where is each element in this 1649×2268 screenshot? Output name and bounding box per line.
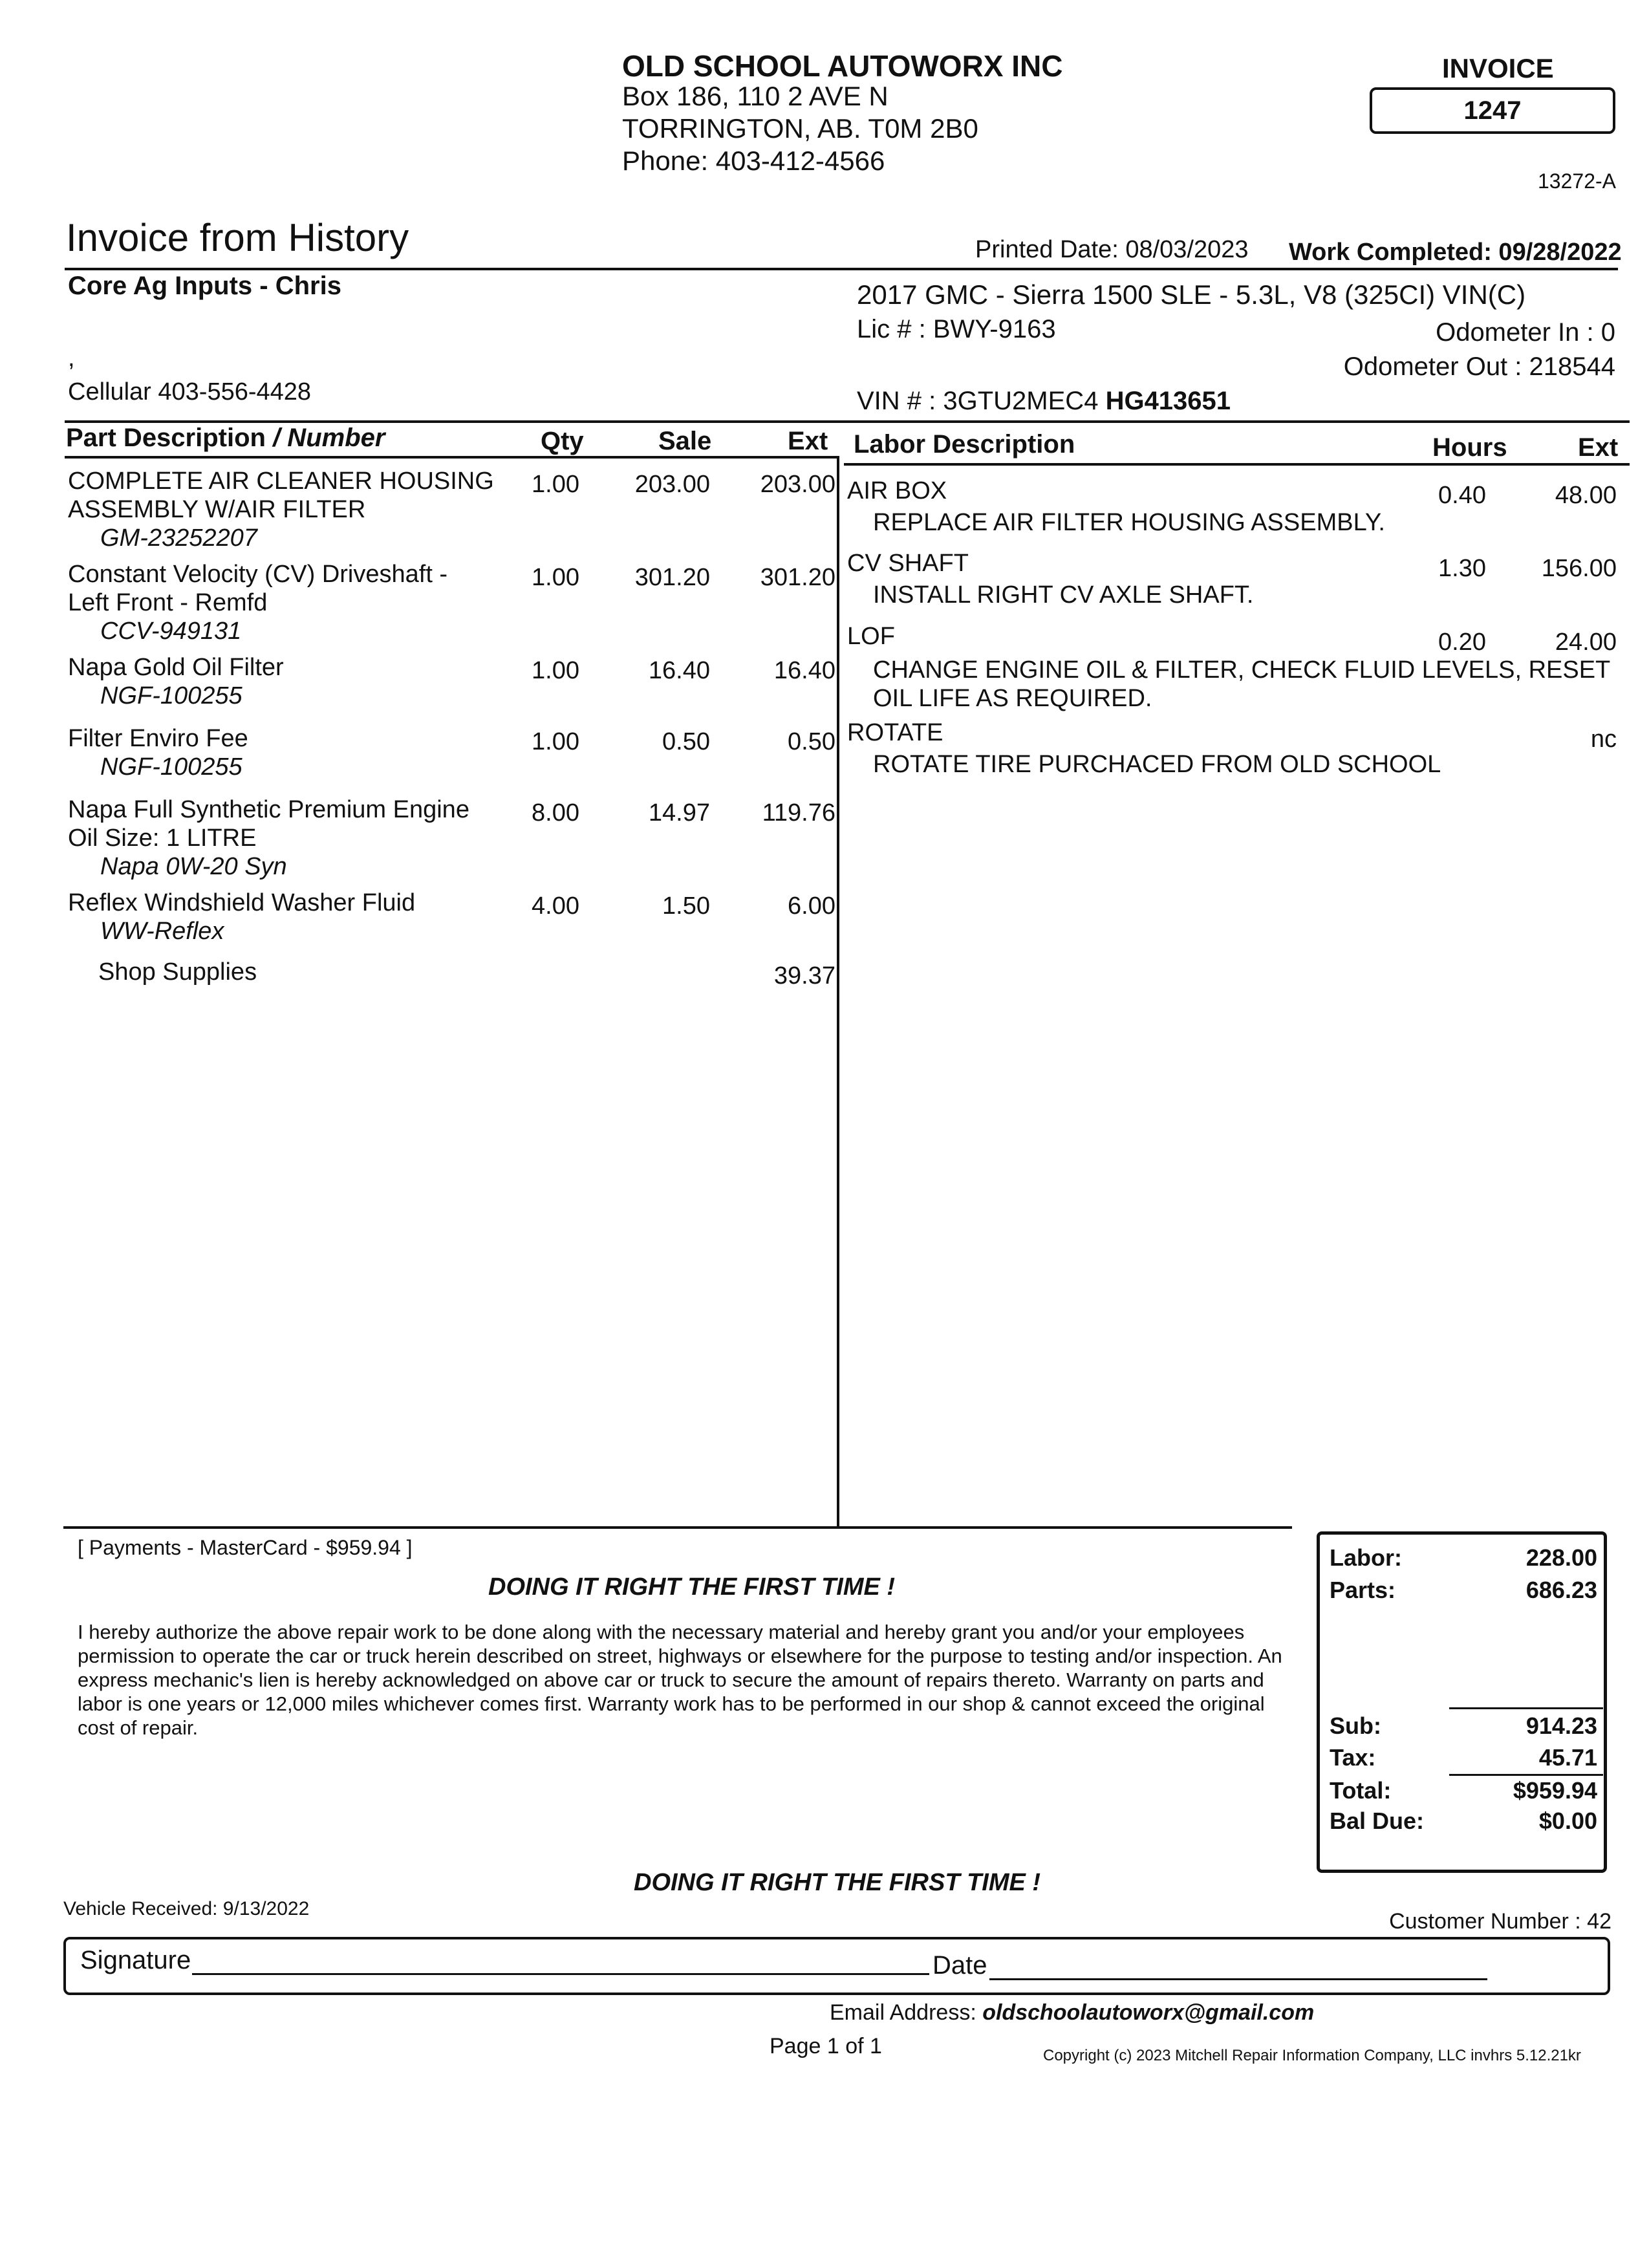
part-row	[68, 795, 508, 881]
tax-label: Tax:	[1330, 1744, 1376, 1771]
vehicle-description: 2017 GMC - Sierra 1500 SLE - 5.3L, V8 (325CI) VIN(C)	[857, 279, 1526, 310]
part-sale: 0.50	[662, 728, 710, 755]
sub-total: 914.23	[1525, 1712, 1597, 1739]
parts-header-sale: Sale	[658, 427, 712, 455]
labor-header-ext: Ext	[1578, 433, 1619, 462]
sub-total-label: Sub:	[1330, 1712, 1381, 1739]
grand-total-label: Total:	[1330, 1777, 1392, 1804]
part-ext: 119.76	[762, 799, 835, 826]
odometer-in: Odometer In : 0	[1436, 318, 1615, 347]
vehicle-vin	[857, 387, 1231, 416]
part-qty: 1.00	[532, 657, 579, 684]
sub-rule	[1449, 1707, 1603, 1709]
labor-header-rule	[844, 463, 1630, 466]
parts-header-number-label: / Number	[273, 424, 385, 452]
labor-hours: 0.20	[1438, 629, 1486, 656]
part-qty: 8.00	[532, 799, 579, 826]
tax-total: 45.71	[1538, 1744, 1597, 1771]
part-desc: Napa Gold Oil Filter	[68, 654, 284, 681]
labor-ext: 48.00	[1555, 482, 1617, 509]
payments-note: [ Payments - MasterCard - $959.94 ]	[78, 1536, 413, 1559]
labor-header-desc: Labor Description	[854, 430, 1075, 459]
parts-header-desc	[66, 424, 385, 453]
company-name: OLD SCHOOL AUTOWORX INC	[622, 49, 1063, 83]
vehicle-license: Lic # : BWY-9163	[857, 315, 1056, 343]
part-ext: 6.00	[788, 892, 835, 920]
part-ext: 301.20	[760, 564, 835, 591]
part-ext: 16.40	[773, 657, 835, 684]
part-desc: Filter Enviro Fee	[68, 725, 248, 752]
shop-supplies-ext: 39.37	[773, 962, 835, 989]
vehicle-received: Vehicle Received: 9/13/2022	[63, 1898, 310, 1919]
part-row	[68, 653, 508, 710]
part-qty: 1.00	[532, 471, 579, 498]
parts-header-ext: Ext	[788, 427, 828, 455]
customer-comma: ,	[68, 345, 75, 372]
total-rule	[1449, 1774, 1603, 1776]
labor-total-label: Labor:	[1330, 1544, 1402, 1571]
odometer-out: Odometer Out : 218544	[1343, 352, 1615, 381]
labor-title: LOF	[847, 623, 895, 650]
copyright: Copyright (c) 2023 Mitchell Repair Information Company, LLC invhrs 5.12.21kr	[1043, 2047, 1581, 2064]
customer-name: Core Ag Inputs - Chris	[68, 272, 341, 300]
company-address-1: Box 186, 110 2 AVE N	[622, 81, 889, 111]
part-desc: Constant Velocity (CV) Driveshaft - Left Front - Remfd	[68, 561, 448, 616]
part-number: WW-Reflex	[100, 918, 224, 945]
parts-header-qty: Qty	[541, 427, 584, 455]
invoice-number-box	[1370, 87, 1615, 134]
labor-detail: REPLACE AIR FILTER HOUSING ASSEMBLY.	[873, 509, 1385, 536]
invoice-ref: 13272-A	[1538, 169, 1616, 193]
labor-detail: INSTALL RIGHT CV AXLE SHAFT.	[873, 581, 1254, 609]
labor-detail: ROTATE TIRE PURCHACED FROM OLD SCHOOL	[873, 751, 1441, 778]
part-sale: 16.40	[648, 657, 710, 684]
page-title: Invoice from History	[66, 216, 409, 259]
parts-total: 686.23	[1525, 1577, 1597, 1603]
labor-hours: 1.30	[1438, 555, 1486, 582]
column-divider	[837, 456, 839, 1526]
part-row	[68, 560, 508, 645]
customer-cellular: Cellular 403-556-4428	[68, 378, 312, 405]
email-address	[830, 2000, 1314, 2025]
balance-due-label: Bal Due:	[1330, 1808, 1425, 1834]
parts-header-desc-label: Part Description	[66, 424, 274, 452]
slogan-bottom: DOING IT RIGHT THE FIRST TIME !	[634, 1869, 1041, 1896]
page-number: Page 1 of 1	[770, 2034, 882, 2058]
slogan-top: DOING IT RIGHT THE FIRST TIME !	[488, 1573, 896, 1601]
signature-line[interactable]	[192, 1973, 929, 1975]
part-desc: Napa Full Synthetic Premium Engine Oil Size: 1 LITRE	[68, 796, 469, 852]
part-number: Napa 0W-20 Syn	[100, 853, 287, 880]
part-qty: 4.00	[532, 892, 579, 920]
part-row	[68, 889, 508, 945]
header-top-rule	[65, 420, 1630, 423]
balance-due: $0.00	[1538, 1808, 1597, 1834]
labor-header-hours: Hours	[1432, 433, 1507, 462]
totals-box	[1317, 1531, 1607, 1873]
labor-detail: CHANGE ENGINE OIL & FILTER, CHECK FLUID LEVELS, RESET OIL LIFE AS REQUIRED.	[873, 656, 1610, 712]
company-phone: Phone: 403-412-4566	[622, 146, 885, 176]
parts-total-label: Parts:	[1330, 1577, 1396, 1603]
labor-total: 228.00	[1525, 1544, 1597, 1571]
vin-prefix: VIN # : 3GTU2MEC4	[857, 387, 1106, 415]
signature-box	[63, 1937, 1610, 1995]
part-desc: COMPLETE AIR CLEANER HOUSING ASSEMBLY W/AIR FILTER	[68, 468, 494, 523]
labor-ext: 156.00	[1541, 555, 1617, 582]
part-number: GM-23252207	[100, 524, 257, 552]
email-value[interactable]: oldschoolautoworx@gmail.com	[982, 2000, 1315, 2025]
labor-title: ROTATE	[847, 719, 943, 746]
part-number: NGF-100255	[100, 753, 242, 781]
part-sale: 1.50	[662, 892, 710, 920]
part-qty: 1.00	[532, 728, 579, 755]
part-qty: 1.00	[532, 564, 579, 591]
part-sale: 14.97	[648, 799, 710, 826]
part-number: CCV-949131	[100, 618, 242, 645]
part-ext: 203.00	[760, 471, 835, 498]
signature-label: Signature	[80, 1946, 191, 1974]
email-label: Email Address:	[830, 2000, 983, 2025]
customer-number: Customer Number : 42	[1389, 1909, 1611, 1934]
parts-header-rule	[65, 456, 837, 459]
part-row	[68, 724, 508, 781]
labor-ext: nc	[1590, 726, 1617, 753]
grand-total: $959.94	[1513, 1777, 1597, 1804]
part-number: NGF-100255	[100, 682, 242, 709]
shop-supplies-label: Shop Supplies	[98, 958, 257, 986]
labor-ext: 24.00	[1555, 629, 1617, 656]
vin-suffix: HG413651	[1105, 387, 1231, 415]
invoice-number: 1247	[1463, 96, 1522, 125]
part-ext: 0.50	[788, 728, 835, 755]
authorization-terms: I hereby authorize the above repair work to be done along with the necessary material and hereby grant you and/or your employees permission to operate the car or truck herein described on street, highways or elsewhere for the purpose to testing and/or inspection. An express mechanic's lien is hereby acknowledged on above car or truck to secure the amount of repairs thereto. Warranty on parts and labor is one years or 12,000 miles whichever comes first. Warranty work has to be performed in our shop & cannot exceed the original cost of repair.	[78, 1621, 1282, 1739]
work-completed: Work Completed: 09/28/2022	[1289, 239, 1622, 266]
invoice-label: INVOICE	[1442, 53, 1554, 83]
part-row	[68, 467, 508, 552]
title-rule	[65, 268, 1618, 270]
printed-date: Printed Date: 08/03/2023	[975, 236, 1249, 263]
labor-hours: 0.40	[1438, 482, 1486, 509]
part-sale: 301.20	[634, 564, 710, 591]
bottom-rule	[63, 1526, 1292, 1529]
labor-title: AIR BOX	[847, 477, 947, 504]
part-sale: 203.00	[634, 471, 710, 498]
part-desc: Reflex Windshield Washer Fluid	[68, 889, 416, 916]
date-line[interactable]	[989, 1978, 1487, 1980]
labor-title: CV SHAFT	[847, 550, 969, 577]
date-label: Date	[932, 1951, 987, 1980]
company-address-2: TORRINGTON, AB. T0M 2B0	[622, 113, 978, 144]
